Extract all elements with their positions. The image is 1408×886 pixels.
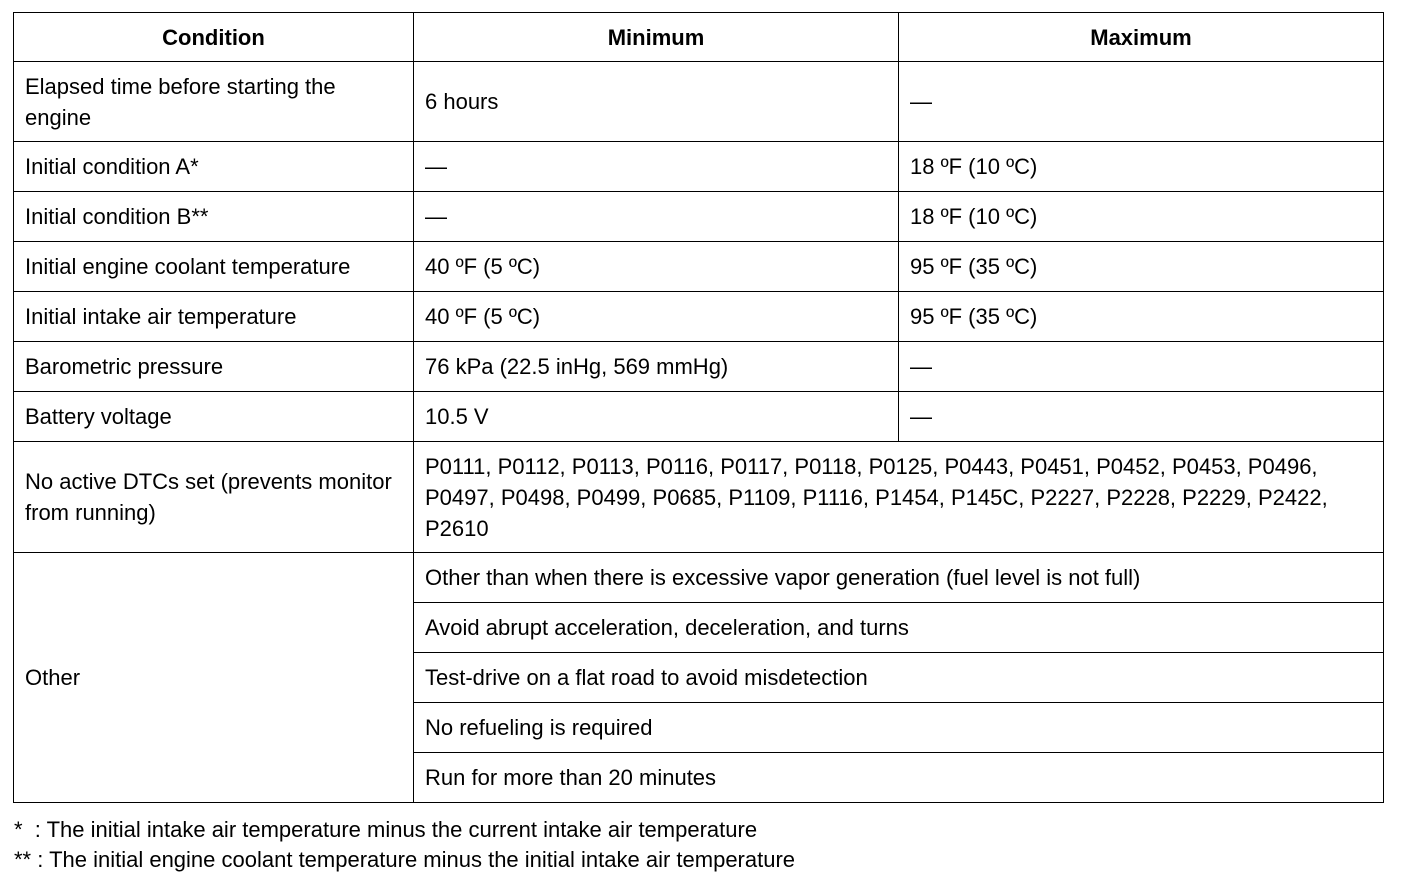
other-item-cell: Run for more than 20 minutes xyxy=(414,753,1384,803)
condition-cell: Barometric pressure xyxy=(14,342,414,392)
condition-cell: Initial intake air temperature xyxy=(14,292,414,342)
minimum-cell: 10.5 V xyxy=(414,392,899,442)
footnote-text: : The initial intake air temperature minus the current intake air temperature xyxy=(22,817,758,842)
maximum-cell: — xyxy=(899,342,1384,392)
maximum-cell: 18 ºF (10 ºC) xyxy=(899,192,1384,242)
table-row xyxy=(14,192,1384,242)
minimum-cell: 40 ºF (5 ºC) xyxy=(414,242,899,292)
dtc-row xyxy=(14,442,1384,553)
condition-cell: Elapsed time before starting the engine xyxy=(14,62,414,142)
footnote-text: : The initial engine coolant temperature minus the initial intake air temperature xyxy=(31,847,796,872)
other-item-cell: No refueling is required xyxy=(414,703,1384,753)
table-row xyxy=(14,392,1384,442)
table-row xyxy=(14,292,1384,342)
condition-cell: Battery voltage xyxy=(14,392,414,442)
header-condition: Condition xyxy=(14,13,414,62)
maximum-cell: — xyxy=(899,62,1384,142)
conditions-table xyxy=(13,12,1384,803)
header-maximum: Maximum xyxy=(899,13,1384,62)
header-row xyxy=(14,13,1384,62)
footnote-mark: ** xyxy=(14,847,32,872)
maximum-cell: 18 ºF (10 ºC) xyxy=(899,142,1384,192)
table-row xyxy=(14,342,1384,392)
minimum-cell: 40 ºF (5 ºC) xyxy=(414,292,899,342)
minimum-cell: — xyxy=(414,192,899,242)
dtc-list-cell: P0111, P0112, P0113, P0116, P0117, P0118, P0125, P0443, P0451, P0452, P0453, P0496, P0497, P0498, P0499, P0685, P1109, P1116, P1454, P145C, P2227, P2228, P2229, P2422, P2610 xyxy=(414,442,1384,553)
table-row xyxy=(14,242,1384,292)
footnote-mark: * xyxy=(14,817,23,842)
maximum-cell: 95 ºF (35 ºC) xyxy=(899,292,1384,342)
header-minimum: Minimum xyxy=(414,13,899,62)
minimum-cell: 76 kPa (22.5 inHg, 569 mmHg) xyxy=(414,342,899,392)
other-item-cell: Test-drive on a flat road to avoid misdetection xyxy=(414,653,1384,703)
footnote xyxy=(14,845,795,875)
other-row xyxy=(14,553,1384,603)
condition-cell: Other xyxy=(14,553,414,803)
condition-cell: Initial condition A* xyxy=(14,142,414,192)
condition-cell: No active DTCs set (prevents monitor from running) xyxy=(14,442,414,553)
table-row xyxy=(14,62,1384,142)
maximum-cell: 95 ºF (35 ºC) xyxy=(899,242,1384,292)
other-item-cell: Avoid abrupt acceleration, deceleration, and turns xyxy=(414,603,1384,653)
condition-cell: Initial condition B** xyxy=(14,192,414,242)
footnotes xyxy=(14,815,795,875)
minimum-cell: 6 hours xyxy=(414,62,899,142)
condition-cell: Initial engine coolant temperature xyxy=(14,242,414,292)
other-item-cell: Other than when there is excessive vapor generation (fuel level is not full) xyxy=(414,553,1384,603)
minimum-cell: — xyxy=(414,142,899,192)
maximum-cell: — xyxy=(899,392,1384,442)
table-row xyxy=(14,142,1384,192)
footnote xyxy=(14,815,795,845)
